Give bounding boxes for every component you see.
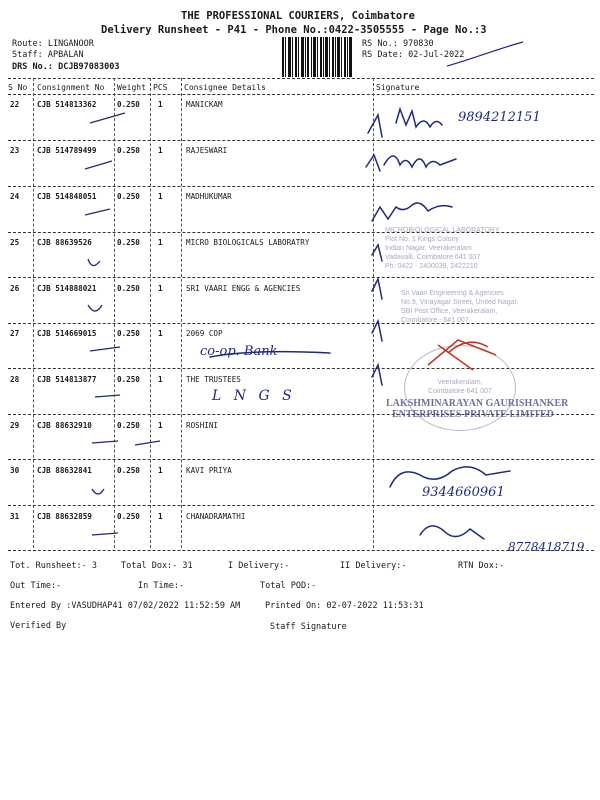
runsheet-title: Delivery Runsheet - P41 - Phone No.:0422-3505555 - Page No.:3 bbox=[101, 24, 487, 36]
rtn-dox: RTN Dox:- bbox=[458, 561, 505, 571]
row-consignment: CJB 514813877 bbox=[37, 375, 97, 384]
staff-line bbox=[12, 50, 84, 60]
rs-no-line bbox=[362, 39, 434, 49]
column-divider bbox=[181, 78, 182, 548]
barcode-image bbox=[282, 37, 352, 77]
row-consignment: CJB 514669015 bbox=[37, 329, 97, 338]
i-delivery: I Delivery:- bbox=[228, 561, 290, 571]
handwritten-phone-row22: 9894212151 bbox=[458, 110, 541, 125]
row-sno: 24 bbox=[10, 192, 20, 201]
stamp-line: Veerakeralam, bbox=[437, 379, 483, 386]
row-weight: 0.250 bbox=[117, 466, 140, 475]
row-consignment: CJB 514789499 bbox=[37, 146, 97, 155]
handwritten-note-row28: L N G S bbox=[212, 388, 296, 404]
row-weight: 0.250 bbox=[117, 329, 140, 338]
row-pcs: 1 bbox=[158, 100, 163, 109]
tick-marks bbox=[40, 95, 160, 555]
row-weight: 0.250 bbox=[117, 375, 140, 384]
rs-date-label: RS Date: bbox=[362, 50, 403, 60]
stamp-line: Coimbatore-641 007 bbox=[428, 388, 492, 395]
row-consignee: RAJESWARI bbox=[186, 146, 228, 155]
row-pcs: 1 bbox=[158, 375, 163, 384]
row-sno: 29 bbox=[10, 421, 20, 430]
row-weight: 0.250 bbox=[117, 238, 140, 247]
stamp-line: No.9, Vinayagar Street, United Nagar, bbox=[401, 299, 519, 306]
stamp-line: LAKSHMINARAYAN GAURISHANKER bbox=[386, 398, 569, 409]
row-consignment: CJB 88639526 bbox=[37, 238, 92, 247]
route-value: LINGANOOR bbox=[47, 39, 94, 49]
row-consignment: CJB 514813362 bbox=[37, 100, 97, 109]
row-sno: 28 bbox=[10, 375, 20, 384]
handwritten-phone-row30: 9344660961 bbox=[422, 485, 505, 500]
row-consignee: SRI VAARI ENGG & AGENCIES bbox=[186, 284, 301, 293]
row-pcs: 1 bbox=[158, 421, 163, 430]
row-pcs: 1 bbox=[158, 238, 163, 247]
drs-value: DCJB97083003 bbox=[58, 62, 120, 72]
staff-label: Staff: bbox=[12, 50, 43, 60]
out-time: Out Time:- bbox=[10, 581, 62, 591]
rs-date-value: 02-Jul-2022 bbox=[408, 50, 465, 60]
row-sno: 27 bbox=[10, 329, 20, 338]
row-pcs: 1 bbox=[158, 192, 163, 201]
row-weight: 0.250 bbox=[117, 512, 140, 521]
row-consignee: CHANADRAMATHI bbox=[186, 512, 246, 521]
route-line bbox=[12, 39, 94, 49]
ii-delivery: II Delivery:- bbox=[340, 561, 407, 571]
row-pcs: 1 bbox=[158, 329, 163, 338]
stamp-line: Indian Nagar, Veerakeralam bbox=[385, 245, 472, 252]
handwritten-phone-row31: 8778418719 bbox=[508, 540, 585, 554]
stamp-line: ENTERPRISES PRIVATE LIMITED bbox=[392, 409, 554, 420]
row-weight: 0.250 bbox=[117, 192, 140, 201]
stamp-line: MICROBIOLOGICAL LABORATORY bbox=[385, 227, 500, 234]
entered-by: Entered By :VASUDHAP41 07/02/2022 11:52:59 AM bbox=[10, 601, 241, 611]
row-consignee: 2069 COP bbox=[186, 329, 223, 338]
row-pcs: 1 bbox=[158, 466, 163, 475]
row-consignment: CJB 514848051 bbox=[37, 192, 97, 201]
total-pod: Total POD:- bbox=[260, 581, 317, 591]
row-consignee: THE TRUSTEES bbox=[186, 375, 241, 384]
row-sno: 31 bbox=[10, 512, 20, 521]
row-sno: 22 bbox=[10, 100, 20, 109]
rs-no-label: RS No.: bbox=[362, 39, 398, 49]
drs-label: DRS No.: bbox=[12, 62, 53, 72]
column-divider bbox=[33, 78, 34, 548]
handwritten-note-row27: co-op. Bank bbox=[200, 344, 278, 359]
row-pcs: 1 bbox=[158, 512, 163, 521]
row-consignee: KAVI PRIYA bbox=[186, 466, 232, 475]
row-consignment: CJB 88632841 bbox=[37, 466, 92, 475]
in-time: In Time:- bbox=[138, 581, 185, 591]
col-header-pcs: PCS bbox=[153, 83, 168, 92]
col-header-sno: S No bbox=[8, 83, 28, 92]
staff-value: APBALAN bbox=[47, 50, 84, 60]
row-pcs: 1 bbox=[158, 146, 163, 155]
stamp-line: Ph: 0422 - 2400039, 2422210 bbox=[385, 263, 478, 270]
row-pcs: 1 bbox=[158, 284, 163, 293]
row-sno: 23 bbox=[10, 146, 20, 155]
total-dox: Total Dox:- 31 bbox=[121, 561, 193, 571]
row-consignment: CJB 514888021 bbox=[37, 284, 97, 293]
stamp-line: Coimbatore - 641 007. bbox=[401, 317, 471, 324]
table-top-rule bbox=[8, 78, 594, 79]
row-weight: 0.250 bbox=[117, 284, 140, 293]
stamp-line: SBI Post Office, Veerakeralam, bbox=[401, 308, 498, 315]
row-consignee: MICRO BIOLOGICALS LABORATRY bbox=[186, 238, 310, 247]
row-consignee: MANICKAM bbox=[186, 100, 223, 109]
row-consignment: CJB 88632859 bbox=[37, 512, 92, 521]
row-weight: 0.250 bbox=[117, 146, 140, 155]
tot-runsheet: Tot. Runsheet:- 3 bbox=[10, 561, 97, 571]
rs-no-value: 970830 bbox=[402, 39, 434, 49]
col-header-weight: Weight bbox=[117, 83, 146, 92]
row-sno: 25 bbox=[10, 238, 20, 247]
route-label: Route: bbox=[12, 39, 43, 49]
drs-line bbox=[12, 62, 120, 72]
staff-signature: Staff Signature bbox=[270, 622, 347, 632]
row-consignee: ROSHINI bbox=[186, 421, 219, 430]
col-header-consignment: Consignment No bbox=[37, 83, 105, 92]
row-sno: 30 bbox=[10, 466, 20, 475]
row-consignment: CJB 88632910 bbox=[37, 421, 92, 430]
stamp-line: Sri Vaari Engineering & Agencies bbox=[401, 290, 504, 297]
stamp-line: Plot No. 1 Kings Colony bbox=[385, 236, 459, 243]
pen-stroke bbox=[445, 40, 525, 70]
company-title: THE PROFESSIONAL COURIERS, Coimbatore bbox=[181, 10, 415, 22]
row-weight: 0.250 bbox=[117, 100, 140, 109]
verified-by: Verified By bbox=[10, 621, 67, 631]
stamp-line: Vadavalli, Coimbatore 641 007 bbox=[385, 254, 481, 261]
printed-on: Printed On: 02-07-2022 11:53:31 bbox=[265, 601, 424, 611]
row-consignee: MADHUKUMAR bbox=[186, 192, 232, 201]
col-header-consignee: Consignee Details bbox=[184, 83, 266, 92]
row-weight: 0.250 bbox=[117, 421, 140, 430]
row-sno: 26 bbox=[10, 284, 20, 293]
col-header-signature: Signature bbox=[376, 83, 420, 92]
